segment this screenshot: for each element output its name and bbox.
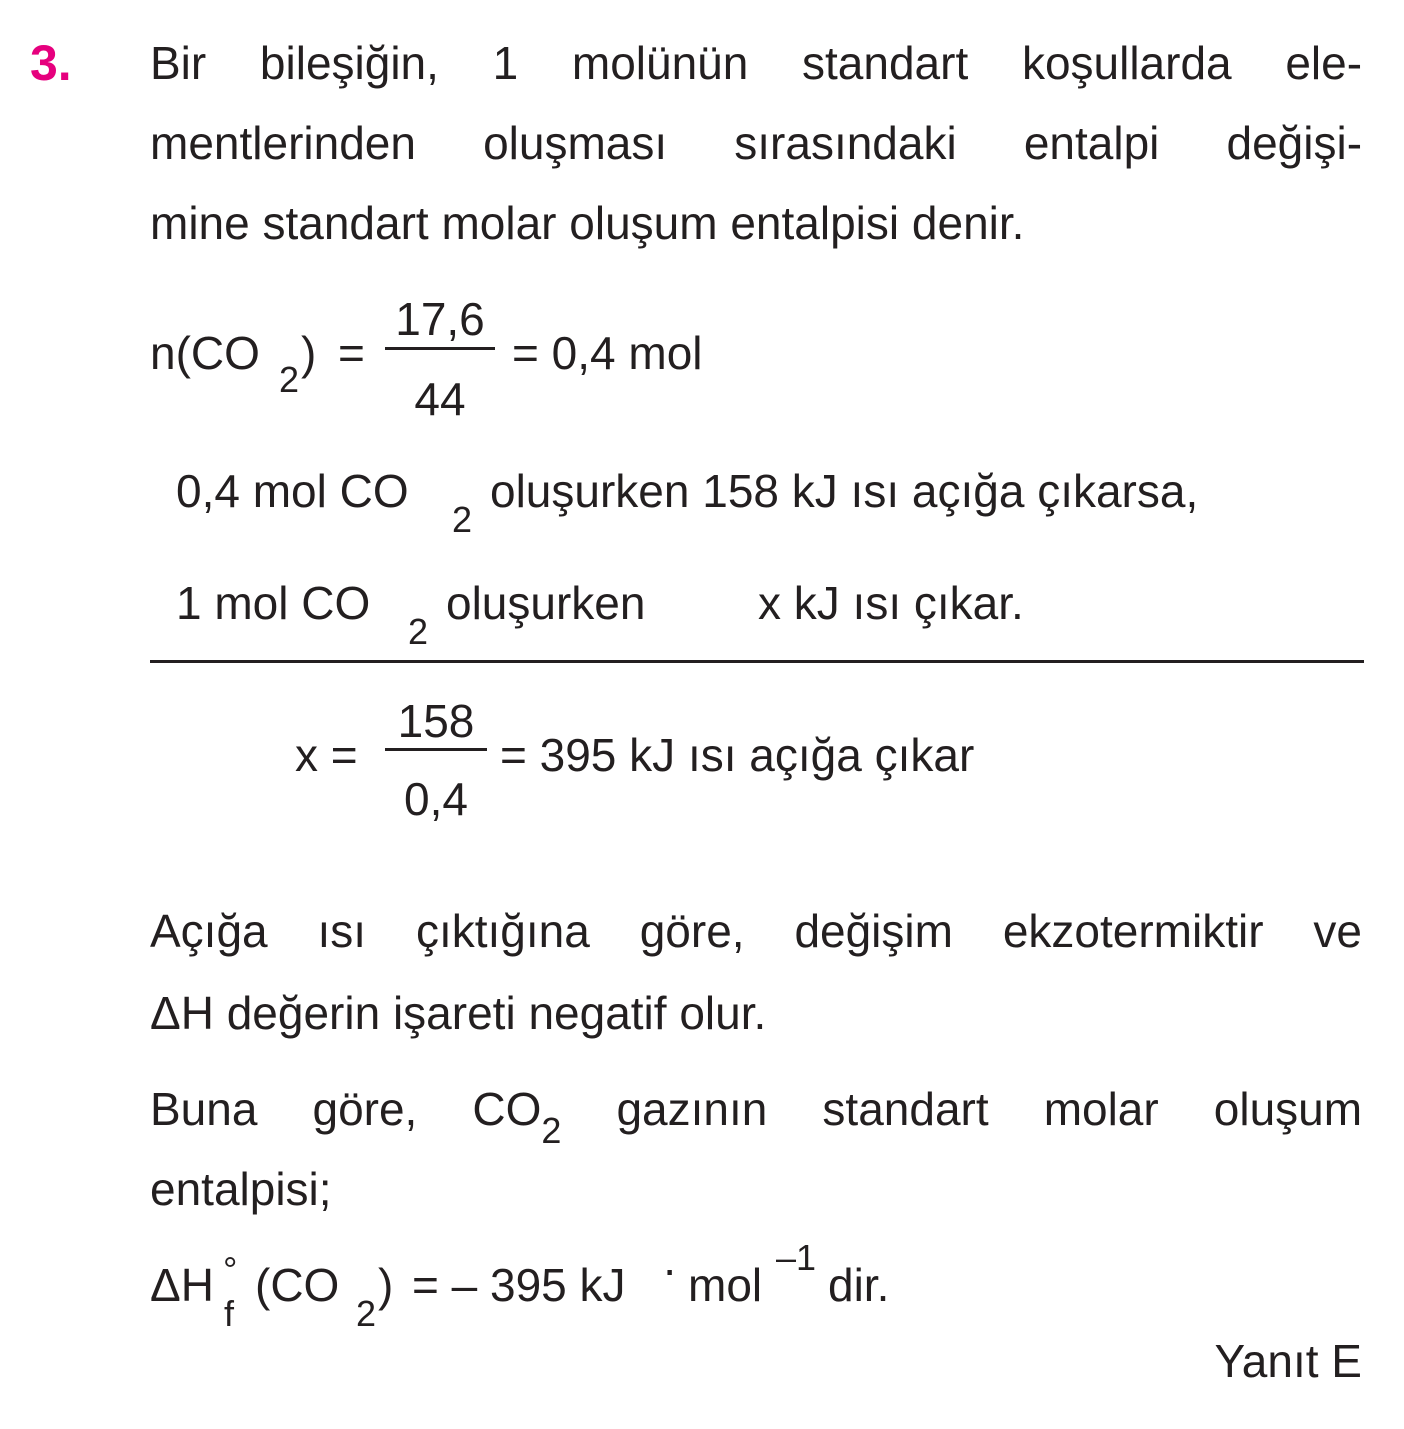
word: değişim — [794, 905, 953, 957]
conclusion-line-2: entalpisi; — [150, 1163, 332, 1215]
word: molünün — [571, 37, 749, 89]
degree-symbol: ° — [223, 1249, 238, 1290]
word: standart — [822, 1083, 989, 1135]
x-lhs: x = — [295, 729, 358, 781]
multiplication-dot: · — [662, 1243, 678, 1295]
co2-text: CO — [472, 1083, 542, 1135]
prop2-prefix: 1 mol CO — [176, 577, 371, 629]
word: göre, — [312, 1083, 418, 1135]
word: 1 — [492, 37, 519, 89]
prop1-prefix: 0,4 mol CO — [176, 465, 409, 517]
word: molar — [1043, 1083, 1159, 1135]
prop2-subscript: 2 — [408, 611, 429, 652]
final-value: = – 395 kJ — [412, 1259, 626, 1311]
word: gazının — [616, 1083, 768, 1135]
explanation-line-2: ΔH değerin işareti negatif olur. — [150, 987, 767, 1039]
x-result: = 395 kJ ısı açığa çıkar — [500, 729, 975, 781]
mole-lhs-suffix: ) — [301, 327, 317, 379]
f-subscript: f — [224, 1293, 235, 1334]
paren-close: ) — [378, 1259, 394, 1311]
prop1-suffix: oluşurken 158 kJ ısı açığa çıkarsa, — [490, 465, 1199, 517]
prop2-suffix: x kJ ısı çıkar. — [758, 577, 1024, 629]
co2-subscript: 2 — [541, 1110, 562, 1151]
conclusion-line-1 — [150, 1083, 1363, 1151]
mole-lhs-prefix: n(CO — [150, 327, 260, 379]
intro-line-2 — [150, 117, 1363, 169]
final-subscript: 2 — [356, 1293, 377, 1334]
co2-formula — [472, 1083, 562, 1151]
word: ve — [1313, 905, 1363, 957]
divider-rule — [150, 660, 1364, 663]
word: ekzotermiktir — [1002, 905, 1264, 957]
x-denominator: 0,4 — [404, 773, 468, 825]
word: göre, — [639, 905, 745, 957]
word: değişi- — [1226, 117, 1363, 169]
word: bileşiğin, — [259, 37, 439, 89]
exponent: –1 — [776, 1237, 817, 1278]
mole-numerator: 17,6 — [395, 293, 485, 345]
intro-line-1 — [150, 37, 1363, 89]
paren-open: (CO — [255, 1259, 340, 1311]
word: ele- — [1285, 37, 1363, 89]
mol-unit: mol — [688, 1259, 763, 1311]
word: sırasındaki — [734, 117, 957, 169]
word: oluşması — [483, 117, 668, 169]
explanation-line-1 — [150, 905, 1363, 957]
prop2-mid: oluşurken — [446, 577, 646, 629]
prop1-subscript: 2 — [452, 499, 473, 540]
word: Açığa — [150, 905, 268, 957]
delta-h: ΔH — [150, 1259, 214, 1311]
word: koşullarda — [1021, 37, 1232, 89]
dir-suffix: dir. — [828, 1259, 890, 1311]
answer-label: Yanıt E — [1214, 1335, 1362, 1387]
word: Buna — [150, 1083, 258, 1135]
word: mentlerinden — [150, 117, 416, 169]
word: çıktığına — [415, 905, 590, 957]
question-number: 3. — [30, 35, 72, 91]
mole-equals: = — [338, 327, 365, 379]
x-numerator: 158 — [397, 695, 475, 747]
word: ısı — [317, 905, 367, 957]
mole-result: = 0,4 mol — [512, 327, 703, 379]
word: standart — [802, 37, 969, 89]
mole-fraction-bar — [385, 347, 495, 350]
word: entalpi — [1023, 117, 1160, 169]
mole-lhs-subscript: 2 — [279, 359, 300, 400]
word: oluşum — [1213, 1083, 1363, 1135]
mole-denominator: 44 — [414, 373, 466, 425]
word: Bir — [150, 37, 207, 89]
x-fraction-bar — [385, 748, 487, 751]
intro-line-3: mine standart molar oluşum entalpisi denir. — [150, 197, 1025, 249]
